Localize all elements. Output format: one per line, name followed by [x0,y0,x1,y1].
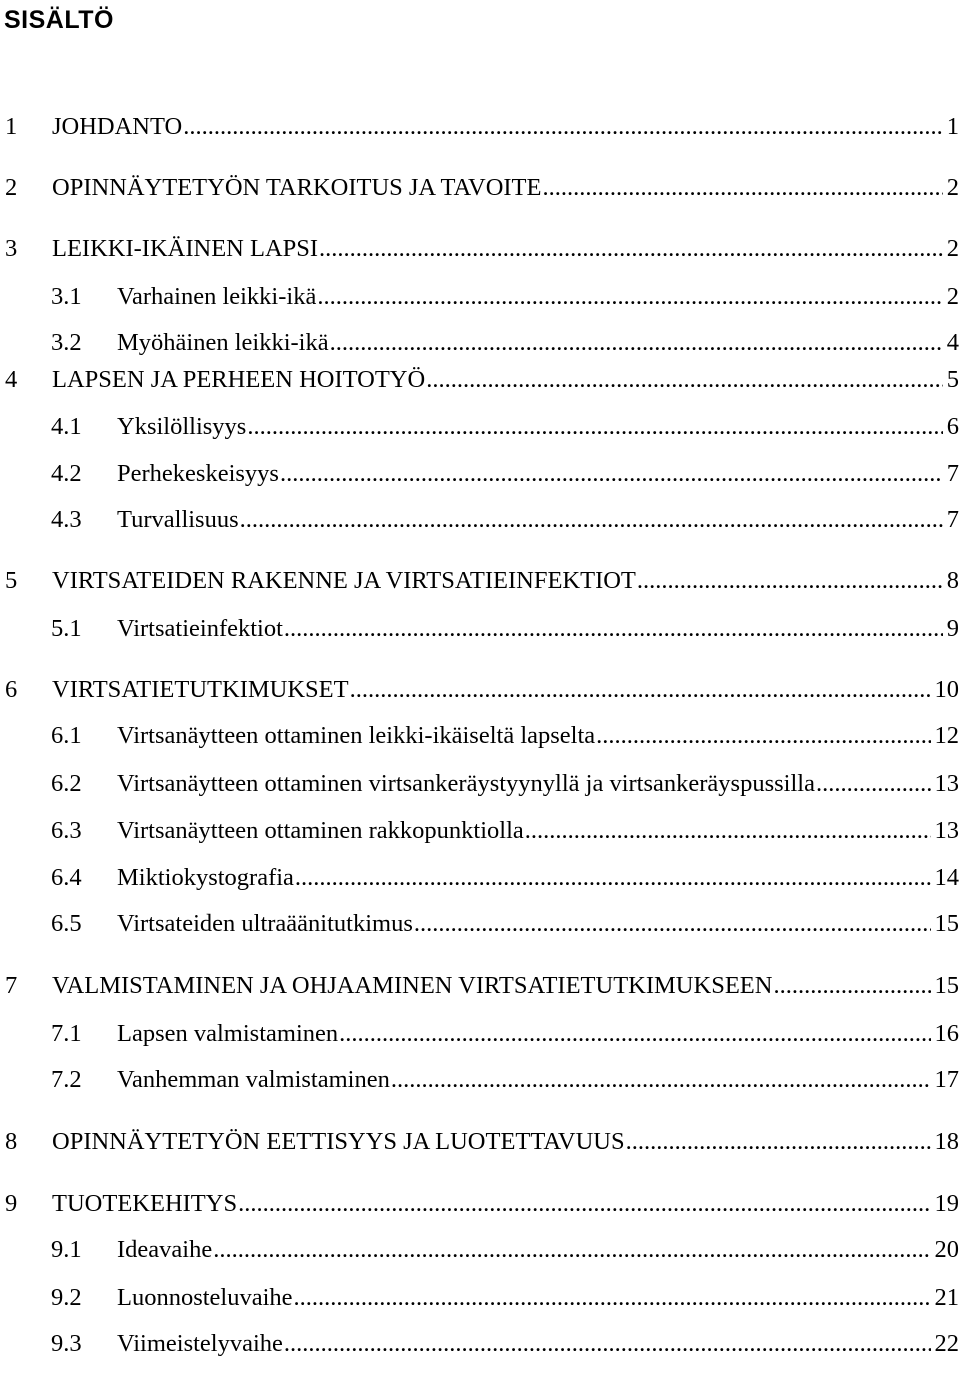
toc-leader-dots [284,613,943,645]
toc-entry-page: 4 [946,329,959,356]
toc-entry-page: 18 [934,1128,959,1155]
toc-leader-dots [391,1064,931,1096]
toc-entry[interactable] [0,613,959,645]
toc-entry-title: Ideavaihe [117,1236,213,1263]
toc-entry-title: Virtsateiden ultraäänitutkimus [117,910,413,937]
toc-entry[interactable] [0,327,959,359]
toc-leader-dots [426,364,943,396]
toc-entry[interactable] [0,720,959,752]
toc-entry-page: 14 [934,864,959,891]
toc-leader-dots [525,815,931,847]
toc-entry[interactable] [0,908,959,940]
toc-entry-title: TUOTEKEHITYS [52,1190,238,1217]
toc-entry-title: Vanhemman valmistaminen [117,1066,390,1093]
toc-entry-title: Virtsatieinfektiot [117,615,283,642]
toc-entry-number: 5 [5,567,18,594]
toc-entry-page: 15 [934,910,959,937]
toc-entry-page: 13 [934,817,959,844]
toc-entry-page: 22 [934,1330,959,1357]
toc-entry-number: 3.2 [51,329,82,356]
toc-entry-page: 1 [946,113,959,140]
toc-entry-page: 8 [946,567,959,594]
toc-entry-page: 5 [946,366,959,393]
toc-entry[interactable] [0,768,959,800]
toc-entry-title: Turvallisuus [117,506,239,533]
toc-entry-title: Virtsanäytteen ottaminen virtsankeräystyynyllä ja virtsankeräyspussilla [117,770,815,797]
toc-leader-dots [295,862,931,894]
toc-entry-page: 13 [934,770,959,797]
toc-entry-page: 2 [946,235,959,262]
toc-entry-title: Luonnosteluvaihe [117,1284,293,1311]
toc-leader-dots [637,565,943,597]
toc-entry-title: VALMISTAMINEN JA OHJAAMINEN VIRTSATIETUTKIMUKSEEN [52,972,773,999]
toc-entry[interactable] [0,1188,959,1220]
toc-entry[interactable] [0,1328,959,1360]
toc-entry-page: 12 [934,722,959,749]
toc-entry-number: 6.2 [51,770,82,797]
toc-entry-number: 4.3 [51,506,82,533]
toc-entry-page: 19 [934,1190,959,1217]
toc-entry-number: 9.2 [51,1284,82,1311]
toc-entry[interactable] [0,1234,959,1266]
toc-entry[interactable] [0,674,959,706]
toc-leader-dots [626,1126,931,1158]
toc-entry-page: 20 [934,1236,959,1263]
toc-entry[interactable] [0,1282,959,1314]
toc-entry-number: 6.3 [51,817,82,844]
toc-entry-title: VIRTSATEIDEN RAKENNE JA VIRTSATIEINFEKTIOT [52,567,636,594]
toc-entry-number: 3 [5,235,18,262]
toc-entry[interactable] [0,565,959,597]
toc-entry[interactable] [0,1018,959,1050]
toc-entry-number: 9 [5,1190,18,1217]
toc-entry-number: 7 [5,972,18,999]
toc-entry[interactable] [0,970,959,1002]
toc-leader-dots [183,111,943,143]
toc-entry-number: 6.5 [51,910,82,937]
toc-leader-dots [414,908,931,940]
toc-entry-title: Miktiokystografia [117,864,294,891]
toc-entry-page: 6 [946,413,959,440]
toc-entry-title: Viimeistelyvaihe [117,1330,283,1357]
toc-entry-number: 6.1 [51,722,82,749]
toc-entry-title: Yksilöllisyys [117,413,247,440]
toc-leader-dots [247,411,942,443]
toc-entry[interactable] [0,411,959,443]
toc-leader-dots [213,1234,930,1266]
toc-leader-dots [330,327,943,359]
toc-leader-dots [542,172,942,204]
toc-entry-title: Perhekeskeisyys [117,460,279,487]
toc-entry-page: 17 [934,1066,959,1093]
toc-entry-number: 8 [5,1128,18,1155]
toc-leader-dots [773,970,930,1002]
toc-entry-title: OPINNÄYTETYÖN EETTISYYS JA LUOTETTAVUUS [52,1128,625,1155]
toc-entry-page: 16 [934,1020,959,1047]
toc-entry-title: LEIKKI-IKÄINEN LAPSI [52,235,319,262]
toc-entry-page: 7 [946,460,959,487]
toc-entry[interactable] [0,1064,959,1096]
toc-leader-dots [596,720,930,752]
toc-entry-number: 3.1 [51,283,82,310]
toc-entry-number: 6 [5,676,18,703]
toc-entry[interactable] [0,815,959,847]
toc-entry-number: 1 [5,113,18,140]
toc-entry-number: 4.2 [51,460,82,487]
toc-entry[interactable] [0,281,959,313]
toc-leader-dots [317,281,942,313]
toc-entry-page: 9 [946,615,959,642]
toc-entry-number: 4 [5,366,18,393]
toc-entry-number: 2 [5,174,18,201]
toc-leader-dots [350,674,931,706]
toc-leader-dots [240,504,943,536]
toc-entry-page: 10 [934,676,959,703]
toc-entry-number: 4.1 [51,413,82,440]
page-title: SISÄLTÖ [4,6,114,34]
toc-leader-dots [284,1328,931,1360]
toc-entry[interactable] [0,862,959,894]
toc-entry-number: 5.1 [51,615,82,642]
toc-entry-title: Varhainen leikki-ikä [117,283,317,310]
toc-leader-dots [319,233,943,265]
toc-leader-dots [280,458,943,490]
toc-entry-title: OPINNÄYTETYÖN TARKOITUS JA TAVOITE [52,174,542,201]
toc-entry-page: 7 [946,506,959,533]
toc-leader-dots [238,1188,930,1220]
toc-entry-title: JOHDANTO [52,113,183,140]
toc-entry-number: 6.4 [51,864,82,891]
toc-entry-title: Virtsanäytteen ottaminen leikki-ikäiseltä lapselta [117,722,596,749]
toc-entry[interactable] [0,233,959,265]
toc-entry[interactable] [0,504,959,536]
toc-entry-page: 15 [934,972,959,999]
toc-entry[interactable] [0,458,959,490]
toc-entry[interactable] [0,111,959,143]
toc-leader-dots [339,1018,930,1050]
toc-entry[interactable] [0,364,959,396]
toc-entry-title: Lapsen valmistaminen [117,1020,339,1047]
toc-entry[interactable] [0,1126,959,1158]
toc-entry-title: LAPSEN JA PERHEEN HOITOTYÖ [52,366,426,393]
toc-entry[interactable] [0,172,959,204]
toc-entry-title: Virtsanäytteen ottaminen rakkopunktiolla [117,817,524,844]
toc-entry-title: Myöhäinen leikki-ikä [117,329,329,356]
toc-entry-page: 2 [946,283,959,310]
toc-entry-page: 2 [946,174,959,201]
toc-entry-number: 9.3 [51,1330,82,1357]
toc-entry-number: 7.1 [51,1020,82,1047]
toc-entry-page: 21 [934,1284,959,1311]
toc-leader-dots [816,768,931,800]
toc-entry-number: 7.2 [51,1066,82,1093]
toc-entry-number: 9.1 [51,1236,82,1263]
toc-leader-dots [294,1282,931,1314]
toc-entry-title: VIRTSATIETUTKIMUKSET [52,676,349,703]
